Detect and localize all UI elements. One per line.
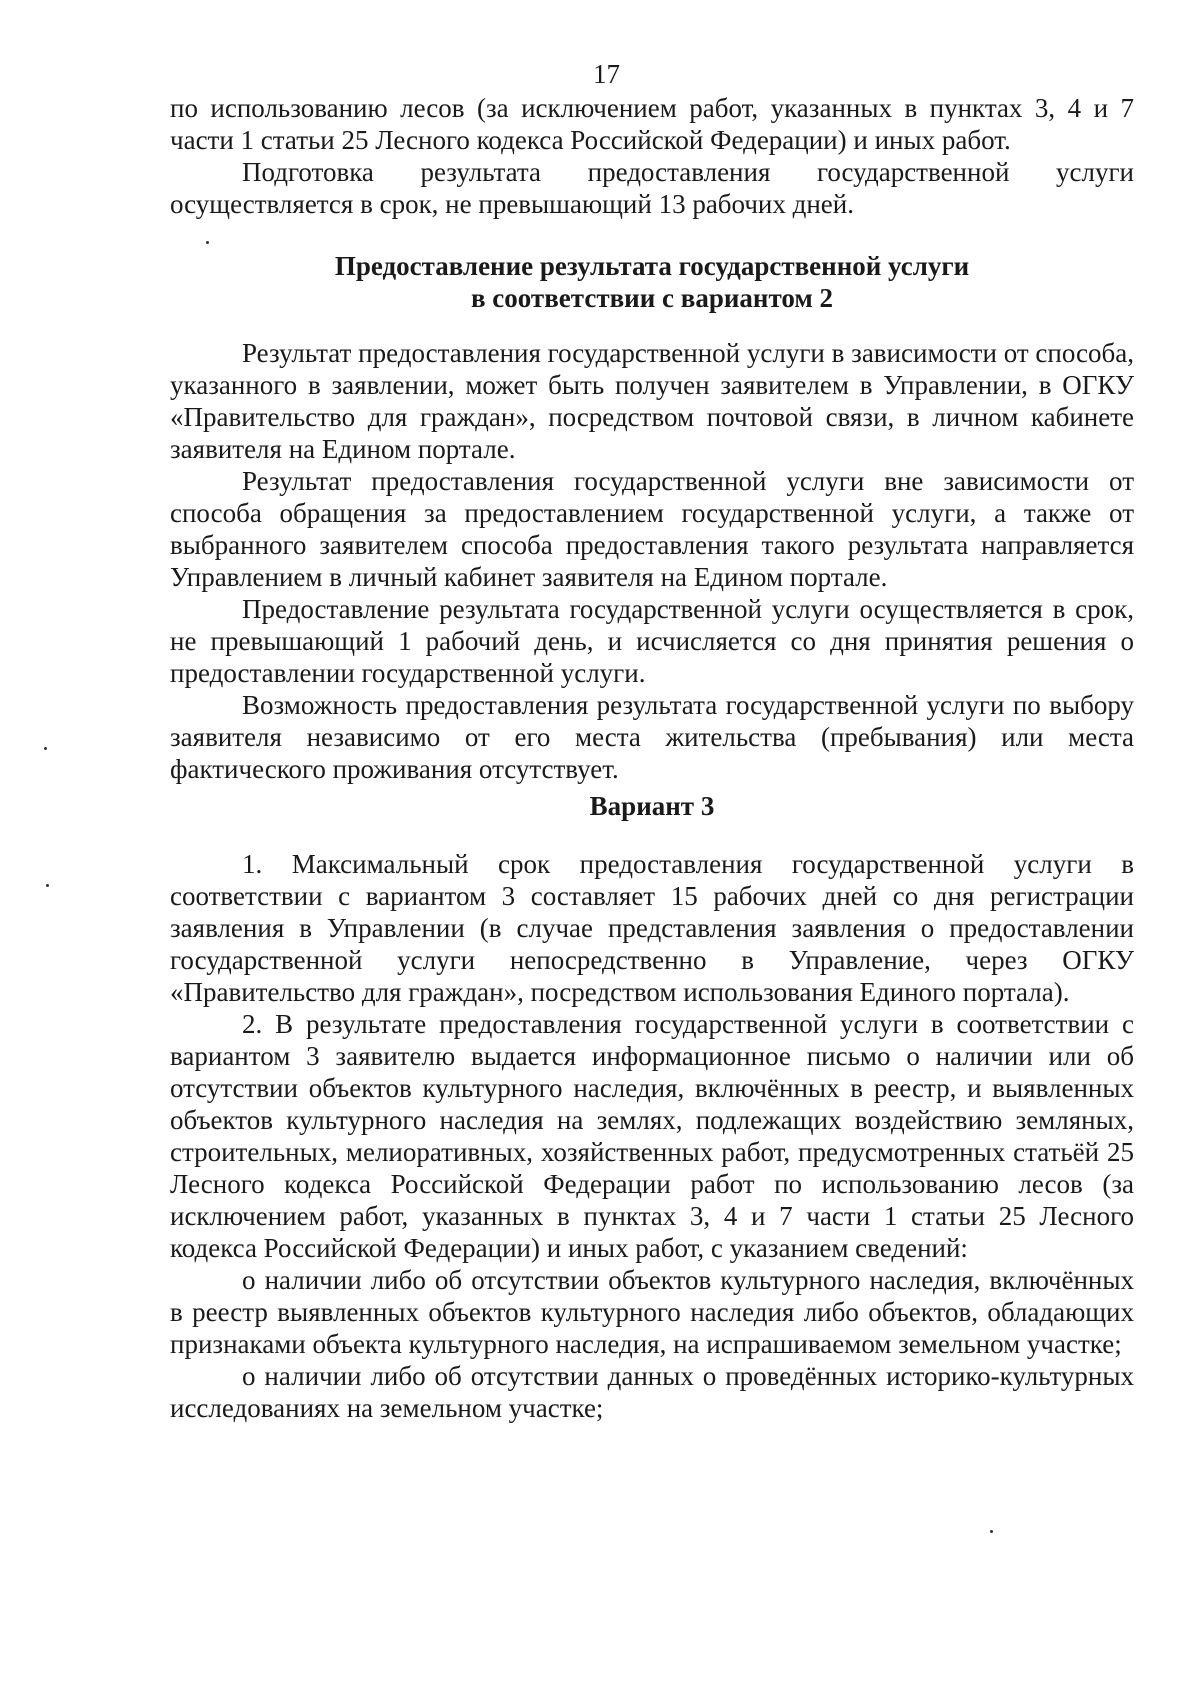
paragraph: 2. В результате предоставления государственной услуги в соответствии с вариантом 3 заявителю выдается информационное письмо о наличии или об отсутствии объектов культурного наследия, включённых в реестр, и выявленных объектов культурного наследия на землях, подлежащих воздействию земляных, строительных, мелиоративных, хозяйственных работ, предусмотренных статьёй 25 Лесного кодекса Российской Федерации работ по использованию лесов (за исключением работ, указанных в пунктах 3, 4 и 7 части 1 статьи 25 Лесного кодекса Российской Федерации) и иных работ, с указанием сведений:	[170, 1009, 1134, 1263]
page-number: 17	[593, 59, 620, 89]
paragraph: по использованию лесов (за исключением работ, указанных в пунктах 3, 4 и 7 части 1 статьи 25 Лесного кодекса Российской Федерации) и иных работ.	[170, 93, 1134, 155]
scan-speck	[46, 884, 49, 887]
scan-speck	[990, 1530, 993, 1533]
paragraph: Результат предоставления государственной услуги вне зависимости от способа обращения за предоставлением государственной услуги, а также от выбранного заявителем способа предоставления такого результата направляется Управлением в личный кабинет заявителя на Едином портале.	[170, 466, 1134, 592]
paragraph: о наличии либо об отсутствии данных о проведённых историко-культурных исследованиях на земельном участке;	[170, 1361, 1134, 1423]
variant-2-result-section	[170, 337, 1134, 785]
scan-speck	[44, 747, 47, 750]
paragraph: 1. Максимальный срок предоставления государственной услуги в соответствии с вариантом 3 составляет 15 рабочих дней со дня регистрации заявления в Управлении (в случае представления заявления о предоставлении государственной услуги непосредственно в Управление, через ОГКУ «Правительство для граждан», посредством использования Единого портала).	[170, 849, 1134, 1007]
paragraph: о наличии либо об отсутствии объектов культурного наследия, включённых в реестр выявленных объектов культурного наследия либо объектов, обладающих признаками объекта культурного наследия, на испрашиваемом земельном участке;	[170, 1265, 1134, 1359]
paragraph: Подготовка результата предоставления государственной услуги осуществляется в срок, не превышающий 13 рабочих дней.	[170, 157, 1134, 219]
intro-section	[170, 92, 1134, 220]
section-heading	[170, 250, 1134, 314]
heading-line: Вариант 3	[589, 791, 715, 821]
variant-3-section	[170, 848, 1134, 1424]
heading-line: Предоставление результата государственной услуги	[334, 251, 970, 281]
section-heading	[170, 790, 1134, 822]
paragraph: Результат предоставления государственной услуги в зависимости от способа, указанного в заявлении, может быть получен заявителем в Управлении, в ОГКУ «Правительство для граждан», посредством почтовой связи, в личном кабинете заявителя на Едином портале.	[170, 338, 1134, 464]
paragraph: Предоставление результата государственной услуги осуществляется в срок, не превышающий 1 рабочий день, и исчисляется со дня принятия решения о предоставлении государственной услуги.	[170, 594, 1134, 688]
scan-speck	[206, 241, 209, 244]
heading-line: в соответствии с вариантом 2	[470, 283, 834, 313]
paragraph: Возможность предоставления результата государственной услуги по выбору заявителя независимо от его места жительства (пребывания) или места фактического проживания отсутствует.	[170, 690, 1134, 784]
